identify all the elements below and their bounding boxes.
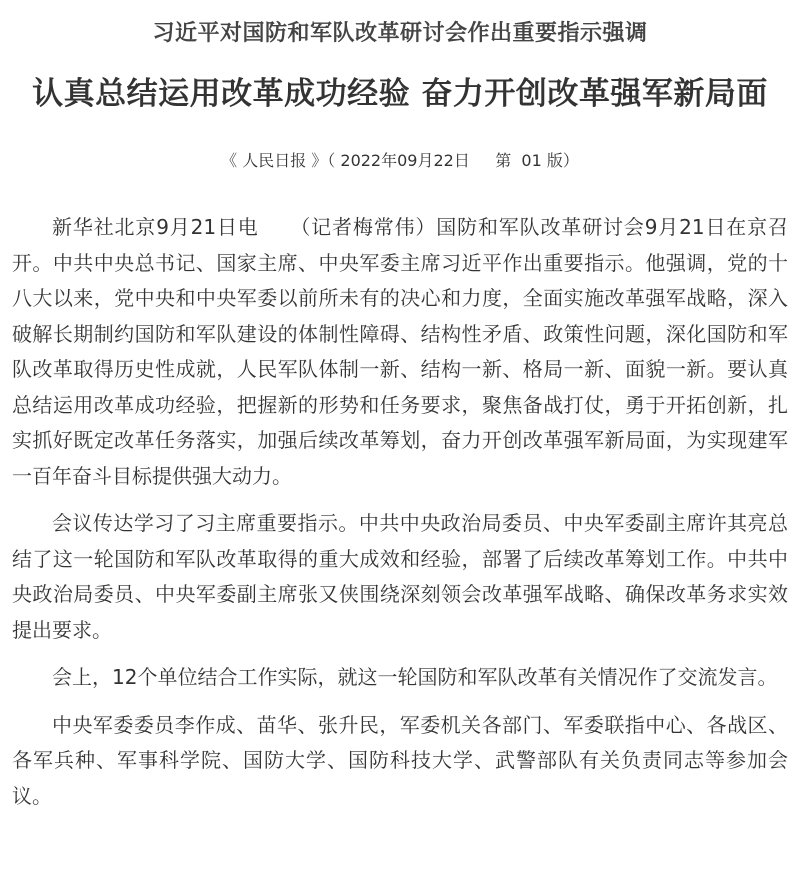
article-paragraph: 会上，12个单位结合工作实际，就这一轮国防和军队改革有关情况作了交流发言。 [52,665,778,689]
article-body [12,210,788,814]
article-headline: 认真总结运用改革成功经验 奋力开创改革强军新局面 [32,76,768,112]
article-subtitle: 习近平对国防和军队改革研讨会作出重要指示强调 [152,21,648,46]
article-paragraph: 会议传达学习了习主席重要指示。中共中央政治局委员、中央军委副主席许其亮总结了这一轮国防和军队改革取得的重大成效和经验，部署了后续改革筹划工作。中共中央政治局委员、中央军委副主席张又侠围绕深刻领会改革强军战略、确保改革务求实效提出要求。 [12,511,788,642]
article-paragraph: 中央军委委员李作成、苗华、张升民，军委机关各部门、军委联指中心、各战区、各军兵种、军事科学院、国防大学、国防科技大学、武警部队有关负责同志等参加会议。 [12,712,788,808]
article-paragraph: 新华社北京9月21日电 （记者梅常伟）国防和军队改革研讨会9月21日在京召开。中共中央总书记、国家主席、中央军委主席习近平作出重要指示。他强调，党的十八大以来，党中央和中央军委以前所未有的决心和力度，全面实施改革强军战略，深入破解长期制约国防和军队建设的体制性障碍、结构性矛盾、政策性问题，深化国防和军队改革取得历史性成就，人民军队体制一新、结构一新、格局一新、面貌一新。要认真总结运用改革成功经验，把握新的形势和任务要求，聚焦备战打仗，勇于开拓创新，扎实抓好既定改革任务落实，加强后续改革筹划，奋力开创改革强军新局面，为实现建军一百年奋斗目标提供强大动力。 [12,215,788,488]
article-source-line: 《 人民日报 》（ 2022年09月22日 第 01 版） [221,151,579,170]
